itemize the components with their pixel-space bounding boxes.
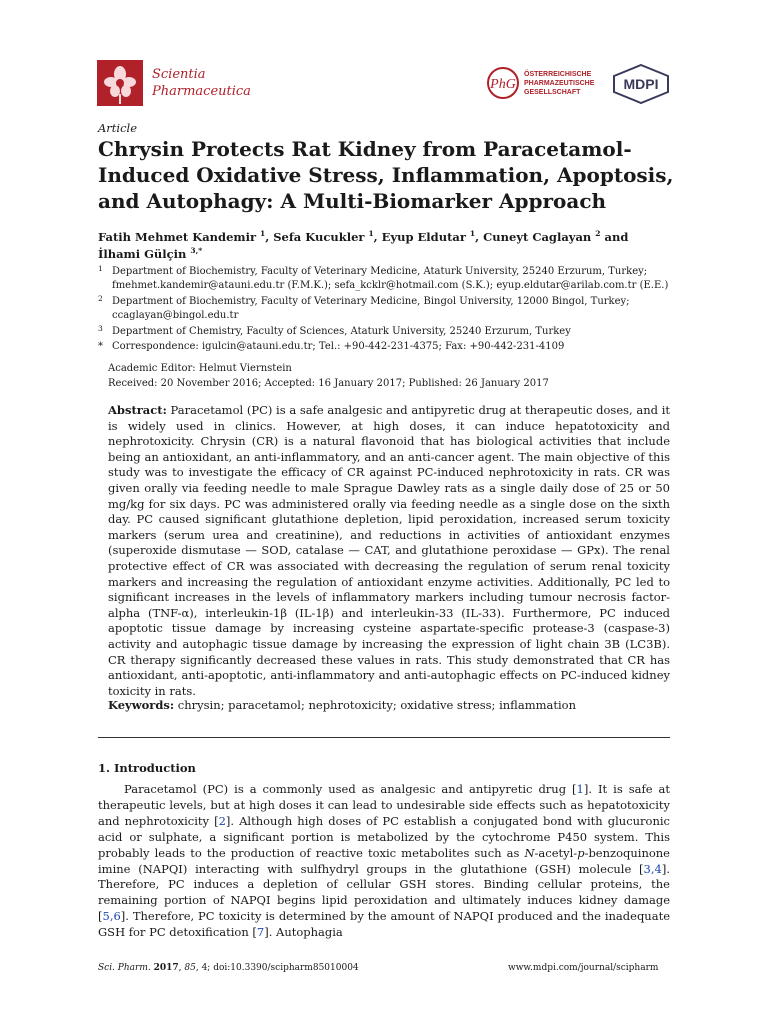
citation-link[interactable]: 7 [256, 925, 265, 940]
author-list [98, 229, 698, 263]
introduction-paragraph [98, 782, 670, 941]
keywords [108, 697, 670, 713]
society-logo-mark: PhG [490, 77, 516, 92]
author-line-2: İlhami Gülçin $^{3,*}$ [98, 246, 203, 261]
footer-citation: Sci. Pharm. 2017, 85, 4; doi:10.3390/scipharm85010004 [98, 963, 359, 973]
intro-text: ]. Although high doses of PC establish a conjugated bond with glucuronic acid or sulphate, a significant portion is metabolized by the cytochrome P450 system. This probably leads to the production of reactive toxic metabolites such as [98, 813, 670, 860]
mdpi-logo-text: MDPI [623, 76, 659, 92]
citation-link[interactable]: 3,4 [643, 861, 662, 876]
keywords-text: chrysin; paracetamol; nephrotoxicity; oxidative stress; inflammation [177, 698, 576, 712]
intro-text: -benzoquinone imine (NAPQI) interacting with sulfhydryl groups in the glutathione (GSH) molecule [ [98, 845, 670, 876]
academic-editor: Academic Editor: Helmut Viernstein [108, 363, 292, 374]
italic-symbol: p [577, 845, 585, 860]
society-logo-line1: ÖSTERREICHISCHE [524, 71, 592, 78]
section-divider [98, 737, 670, 738]
keywords-label: Keywords: [108, 698, 175, 712]
society-logo-line3: GESELLSCHAFT [524, 89, 581, 96]
society-logo-line2: PHARMAZEUTISCHE [524, 80, 595, 87]
abstract-text: Paracetamol (PC) is a safe analgesic and antipyretic drug at therapeutic doses, and it is widely used in clinics. However, at high doses, it can induce hepatotoxicity and nephrotoxicity. Chrysin (CR) is a natural flavonoid that has biological activities that include being an antioxidant, an anti-inflammatory, and an anti-cancer agent. The main objective of this study was to investigate the efficacy of CR against PC-induced nephrotoxicity in rats. CR was given orally via feeding needle to male Sprague Dawley rats as a single daily dose of 25 or 50 mg/kg for six days. PC was administered orally via feeding needle as a single dose on the sixth day. PC caused significant glutathione depletion, lipid peroxidation, increased serum toxicity markers (serum urea and creatinine), and reductions in activities of antioxidant enzymes (superoxide dismutase — SOD, catalase — CAT, and glutathione peroxidase — GPx). The renal protective effect of CR was associated with decreasing the regulation of serum renal toxicity markers and increasing the regulation of antioxidant enzyme activities. Additionally, PC led to significant increases in the levels of inflammatory markers including tumour necrosis factor-alpha (TNF-α), interleukin-1β (IL-1β) and interleukin-33 (IL-33). Furthermore, PC induced apoptotic tissue damage by increasing cysteine aspartate-specific protease-3 (caspase-3) activity and autophagic tissue damage by increasing the expression of light chain 3B (LC3B). CR therapy significantly decreased these values in rats. This study demonstrated that CR has antioxidant, anti-apoptotic, anti-inflammatory and anti-autophagic effects on PC-induced kidney toxicity in rats. [108, 403, 670, 698]
affiliation-marker: * [98, 341, 103, 352]
intro-text: Paracetamol (PC) is a commonly used as analgesic and antipyretic drug [ [124, 782, 577, 796]
italic-symbol: N [524, 845, 535, 860]
journal-name [152, 66, 251, 100]
section-heading-introduction: 1. Introduction [98, 761, 196, 775]
journal-flower-logo [97, 60, 143, 106]
footer-year: 2017 [153, 963, 179, 973]
intro-text: ]. It is safe at therapeutic levels, but at high doses it can lead to undesirable side effects such as hepatotoxicity and nephrotoxicity [ [98, 782, 670, 828]
footer-doi[interactable]: , 4; doi:10.3390/scipharm85010004 [195, 963, 359, 973]
intro-text: ]. Therefore, PC induces a depletion of cellular GSH stores. Binding cellular proteins, the remaining portion of NAPQI begins lipid peroxidation and ultimately induces kidney damage [ [98, 861, 670, 924]
abstract-label: Abstract: [108, 403, 167, 417]
society-logo [486, 66, 606, 100]
footer-volume: 85 [184, 963, 196, 973]
abstract [108, 403, 670, 699]
affiliation-text: Department of Chemistry, Faculty of Sciences, Ataturk University, 25240 Erzurum, Turkey [112, 326, 571, 337]
intro-text: ]. Therefore, PC toxicity is determined by the amount of NAPQI produced and the inadequate GSH for PC detoxification [ [98, 909, 670, 940]
footer-url[interactable]: www.mdpi.com/journal/scipharm [508, 963, 659, 973]
editor-info [108, 362, 549, 391]
journal-name-line2: Pharmaceutica [152, 84, 251, 99]
mdpi-logo [612, 64, 670, 104]
citation-link[interactable]: 2 [218, 813, 226, 828]
publication-dates: Received: 20 November 2016; Accepted: 16 January 2017; Published: 26 January 2017 [108, 377, 549, 389]
intro-text: ]. Autophagia [264, 925, 343, 940]
citation-link[interactable]: 1 [576, 782, 584, 796]
affiliation-marker: 1 [98, 264, 103, 273]
affiliation-text: Department of Biochemistry, Faculty of Veterinary Medicine, Bingol University, 12000 Bingol, Turkey; [112, 296, 630, 307]
affiliation-email[interactable]: fmehmet.kandemir@atauni.edu.tr (F.M.K.); sefa_kcklr@hotmail.com (S.K.); eyup.eldutar@arilab.com.tr (E.E.) [112, 280, 669, 291]
affiliation-marker: 3 [98, 324, 103, 333]
affiliation-email[interactable]: ccaglayan@bingol.edu.tr [112, 310, 239, 321]
affiliation-marker: 2 [98, 294, 103, 303]
journal-name-line1: Scientia [152, 67, 206, 82]
intro-text: -acetyl- [534, 845, 578, 860]
article-title: Chrysin Protects Rat Kidney from Paracetamol-Induced Oxidative Stress, Inflammation, Apoptosis, and Autophagy: A Multi-Biomarker Approach [98, 137, 674, 213]
correspondence-text[interactable]: Correspondence: igulcin@atauni.edu.tr; Tel.: +90-442-231-4375; Fax: +90-442-231-4109 [112, 341, 565, 352]
article-type-label: Article [98, 121, 138, 135]
citation-link[interactable]: 5,6 [102, 909, 121, 924]
author-line-1: Fatih Mehmet Kandemir $^1$, Sefa Kucukler $^1$, Eyup Eldutar $^1$, Cuneyt Caglayan $^2$ and [98, 229, 629, 244]
affiliation-text: Department of Biochemistry, Faculty of Veterinary Medicine, Ataturk University, 25240 Erzurum, Turkey; [112, 266, 648, 277]
footer-journal: Sci. Pharm. [98, 963, 151, 973]
